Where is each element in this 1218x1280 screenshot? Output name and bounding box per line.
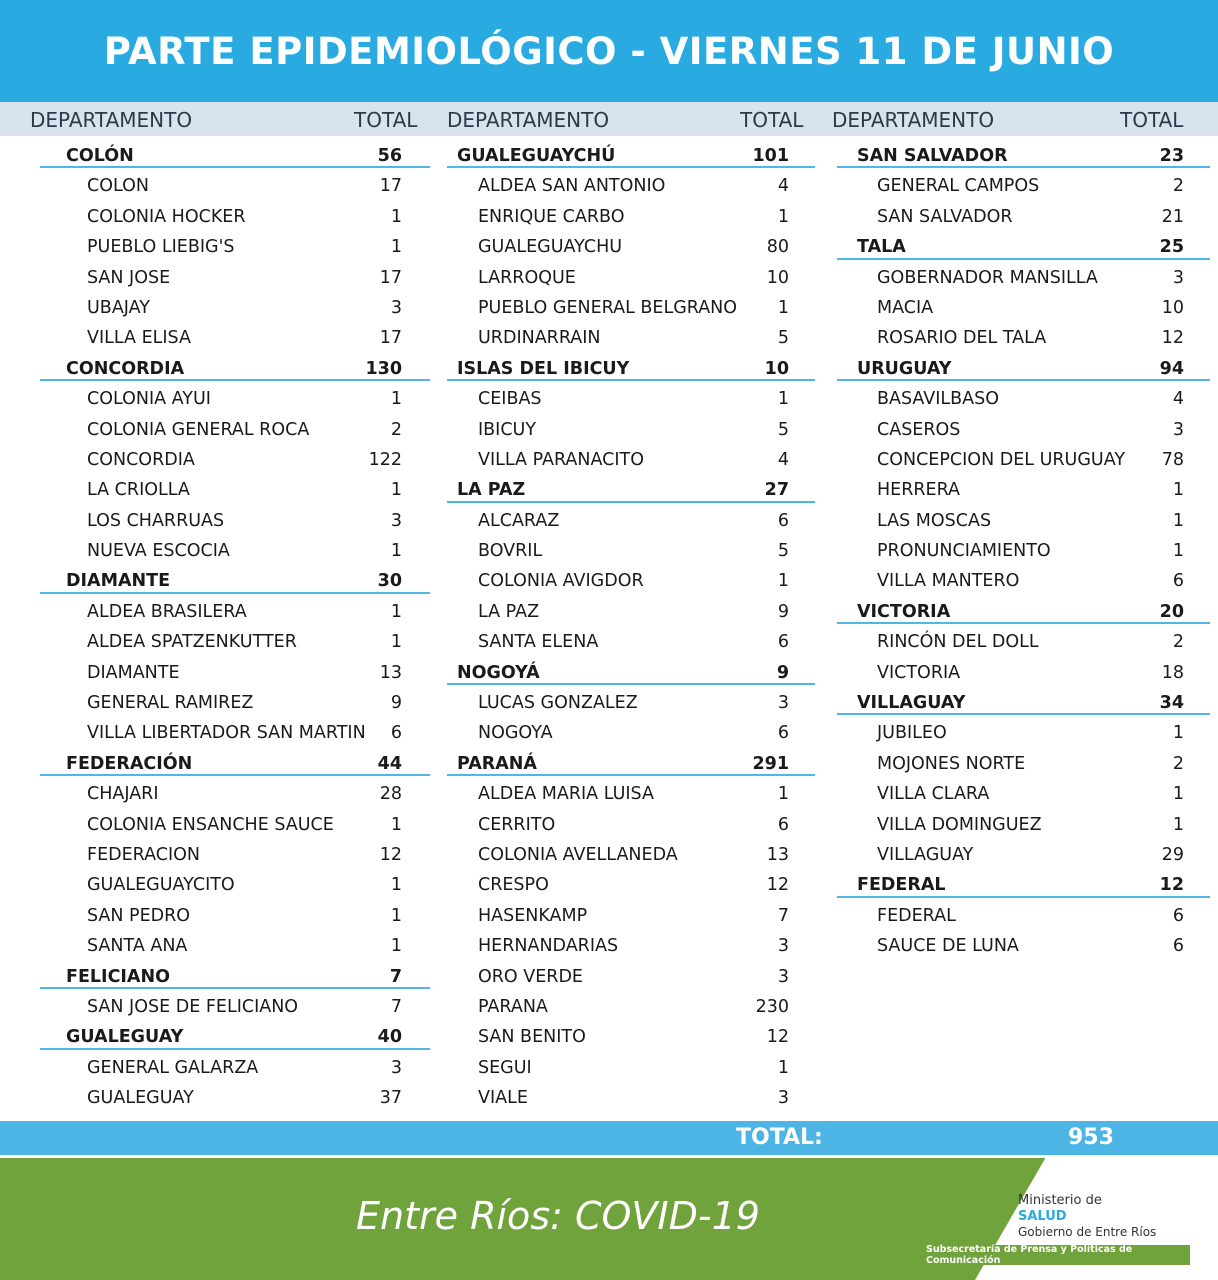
locality-row [835,839,1218,869]
col2-total-label: TOTAL [740,108,804,132]
locality-row [835,444,1218,474]
locality-row [445,626,817,656]
locality-name: ALDEA SAN ANTONIO [478,176,666,197]
department-name: COLÓN [66,146,134,166]
locality-total: 12 [379,844,402,865]
department-row [835,140,1218,170]
locality-name: GUALEGUAYCHU [478,237,623,258]
locality-total: 4 [777,176,789,197]
department-total: 30 [377,571,402,592]
locality-row [0,474,450,504]
column-header-bar [0,102,1218,136]
column-3 [835,140,1218,961]
department-name: DIAMANTE [66,571,171,592]
locality-total: 2 [390,419,402,440]
locality-row [445,444,817,474]
department-total: 56 [377,146,402,166]
locality-name: ALDEA SPATZENKUTTER [87,632,297,653]
locality-total: 1 [390,814,402,835]
locality-row [835,900,1218,930]
department-name: FEDERACIÓN [66,753,193,774]
locality-row [835,930,1218,960]
locality-row [0,322,450,352]
locality-total: 4 [777,449,789,470]
column-1 [0,140,450,1113]
locality-total: 3 [390,1057,402,1078]
locality-name: RINCÓN DEL DOLL [877,632,1039,653]
locality-row [0,505,450,535]
locality-row [0,231,450,261]
locality-name: HASENKAMP [478,905,588,926]
department-row [0,565,450,595]
locality-row [835,717,1218,747]
locality-name: COLON [87,176,149,197]
department-total: 9 [776,662,789,683]
locality-name: JUBILEO [877,723,947,744]
department-total: 27 [764,480,789,501]
department-name: GUALEGUAYCHÚ [457,146,616,166]
locality-total: 1 [390,541,402,562]
locality-row [835,201,1218,231]
locality-total: 1 [777,206,789,227]
locality-name: SANTA ANA [87,936,188,957]
locality-row [835,565,1218,595]
footer-brand: Entre Ríos: COVID-19 [356,1194,760,1238]
locality-name: FEDERACION [87,844,201,865]
locality-name: VILLAGUAY [877,844,974,865]
locality-name: CERRITO [478,814,556,835]
locality-row [445,201,817,231]
locality-name: VILLA PARANACITO [478,449,644,470]
department-total: 10 [764,358,789,379]
locality-total: 7 [777,905,789,926]
locality-total: 122 [368,449,402,470]
locality-total: 6 [777,814,789,835]
locality-name: VILLA DOMINGUEZ [877,814,1042,835]
locality-name: UBAJAY [87,297,150,318]
locality-name: GOBERNADOR MANSILLA [877,267,1098,288]
locality-name: VILLA ELISA [87,328,191,349]
col3-dept-label: DEPARTAMENTO [832,108,995,132]
locality-total: 17 [379,176,402,197]
locality-total: 1 [1172,541,1184,562]
locality-total: 1 [390,389,402,410]
locality-total: 13 [379,662,402,683]
department-total: 7 [389,966,402,987]
locality-row [835,474,1218,504]
locality-total: 5 [777,419,789,440]
locality-total: 37 [379,1088,402,1109]
locality-total: 1 [1172,510,1184,531]
locality-row [0,687,450,717]
department-name: VICTORIA [857,601,951,622]
col1-dept-label: DEPARTAMENTO [30,108,193,132]
department-name: URUGUAY [857,358,952,379]
locality-row [445,383,817,413]
locality-total: 6 [777,723,789,744]
locality-name: BOVRIL [478,541,543,562]
department-row [445,657,817,687]
locality-total: 17 [379,328,402,349]
locality-total: 12 [766,875,789,896]
locality-row [0,991,450,1021]
locality-row [445,170,817,200]
locality-total: 2 [1172,753,1184,774]
department-row [445,140,817,170]
locality-total: 1 [777,297,789,318]
locality-name: MACIA [877,297,934,318]
locality-total: 5 [777,328,789,349]
locality-row [445,809,817,839]
locality-name: CRESPO [478,875,549,896]
locality-total: 3 [390,297,402,318]
locality-name: NUEVA ESCOCIA [87,541,230,562]
locality-row [0,383,450,413]
locality-name: CHAJARI [87,784,159,805]
locality-row [0,626,450,656]
locality-name: NOGOYA [478,723,553,744]
locality-row [445,535,817,565]
department-total: 94 [1159,358,1184,379]
locality-name: SAN SALVADOR [877,206,1013,227]
locality-name: IBICUY [478,419,537,440]
locality-row [835,748,1218,778]
department-name: ISLAS DEL IBICUY [457,358,630,379]
locality-row [835,262,1218,292]
locality-row [0,778,450,808]
locality-name: SAN BENITO [478,1027,586,1048]
locality-name: HERNANDARIAS [478,936,619,957]
page-title: PARTE EPIDEMIOLÓGICO - VIERNES 11 DE JUNIO [103,29,1115,73]
locality-row [445,505,817,535]
locality-name: CEIBAS [478,389,542,410]
department-row [835,596,1218,626]
locality-total: 6 [1172,905,1184,926]
locality-row [835,505,1218,535]
locality-total: 6 [390,723,402,744]
locality-name: CONCEPCION DEL URUGUAY [877,449,1126,470]
locality-row [445,565,817,595]
column-2 [445,140,817,1113]
locality-name: COLONIA AVIGDOR [478,571,644,592]
department-row [0,353,450,383]
locality-name: LOS CHARRUAS [87,510,225,531]
locality-row [835,535,1218,565]
department-name: SAN SALVADOR [857,146,1008,166]
locality-name: GENERAL CAMPOS [877,176,1040,197]
grand-total-label: TOTAL: [736,1125,823,1150]
locality-total: 10 [1161,297,1184,318]
locality-name: VILLA LIBERTADOR SAN MARTIN [87,723,366,744]
locality-row [0,201,450,231]
locality-row [835,292,1218,322]
locality-name: VILLA CLARA [877,784,990,805]
locality-total: 6 [777,632,789,653]
locality-name: PARANA [478,996,548,1017]
grand-total-value: 953 [1068,1125,1114,1150]
locality-row [835,414,1218,444]
ministry-logo [920,1165,1218,1280]
locality-row [445,322,817,352]
department-row [0,1021,450,1051]
locality-row [445,1021,817,1051]
locality-name: COLONIA GENERAL ROCA [87,419,310,440]
title-banner [0,0,1218,102]
locality-row [445,596,817,626]
locality-row [0,444,450,474]
locality-total: 21 [1161,206,1184,227]
locality-name: ENRIQUE CARBO [478,206,625,227]
locality-total: 6 [1172,936,1184,957]
department-row [445,353,817,383]
department-name: LA PAZ [457,480,526,501]
locality-name: COLONIA HOCKER [87,206,246,227]
locality-total: 2 [1172,632,1184,653]
locality-row [445,231,817,261]
locality-row [0,657,450,687]
department-row [445,748,817,778]
locality-name: GENERAL RAMIREZ [87,693,254,714]
locality-total: 4 [1172,389,1184,410]
locality-total: 1 [1172,814,1184,835]
locality-row [0,292,450,322]
col1-total-label: TOTAL [354,108,418,132]
department-row [835,231,1218,261]
locality-name: LUCAS GONZALEZ [478,693,638,714]
locality-row [445,1052,817,1082]
locality-name: GENERAL GALARZA [87,1057,259,1078]
department-name: VILLAGUAY [857,693,966,714]
department-name: NOGOYÁ [457,662,540,683]
locality-total: 3 [1172,267,1184,288]
locality-row [835,383,1218,413]
locality-name: HERRERA [877,480,961,501]
locality-total: 1 [390,237,402,258]
locality-name: LARROQUE [478,267,576,288]
locality-name: MOJONES NORTE [877,753,1026,774]
locality-total: 18 [1161,662,1184,683]
department-total: 23 [1159,146,1184,166]
locality-total: 3 [777,966,789,987]
locality-total: 1 [390,206,402,227]
department-row [0,140,450,170]
locality-total: 13 [766,844,789,865]
department-name: TALA [857,237,906,258]
locality-row [0,809,450,839]
locality-row [445,1082,817,1112]
locality-name: ALCARAZ [478,510,560,531]
locality-row [0,414,450,444]
locality-total: 9 [777,601,789,622]
locality-row [445,869,817,899]
locality-name: GUALEGUAYCITO [87,875,235,896]
locality-name: CASEROS [877,419,961,440]
locality-name: SAUCE DE LUNA [877,936,1019,957]
department-name: PARANÁ [457,753,537,774]
locality-total: 1 [777,389,789,410]
department-total: 20 [1159,601,1184,622]
locality-row [835,170,1218,200]
locality-name: SANTA ELENA [478,632,599,653]
locality-row [445,961,817,991]
locality-row [445,900,817,930]
er-logo-icon: er [922,1171,987,1244]
locality-total: 1 [1172,723,1184,744]
locality-row [835,657,1218,687]
locality-name: ORO VERDE [478,966,583,987]
department-total: 44 [377,753,402,774]
department-total: 12 [1159,875,1184,896]
locality-row [0,535,450,565]
locality-row [835,626,1218,656]
locality-row [445,717,817,747]
locality-name: ALDEA MARIA LUISA [478,784,654,805]
locality-row [445,292,817,322]
col3-total-label: TOTAL [1120,108,1184,132]
locality-name: SAN JOSE [87,267,171,288]
locality-total: 12 [766,1027,789,1048]
department-row [0,961,450,991]
locality-total: 1 [777,571,789,592]
department-name: CONCORDIA [66,358,185,379]
locality-total: 78 [1161,449,1184,470]
locality-name: URDINARRAIN [478,328,601,349]
locality-total: 3 [1172,419,1184,440]
department-total: 130 [365,358,402,379]
ministry-line-3: Gobierno de Entre Ríos [1018,1225,1157,1239]
locality-name: GUALEGUAY [87,1088,194,1109]
locality-total: 3 [777,936,789,957]
locality-total: 1 [777,784,789,805]
locality-name: VILLA MANTERO [877,571,1020,592]
locality-total: 1 [390,480,402,501]
locality-row [445,991,817,1021]
grand-total-bar [0,1121,1218,1155]
department-name: FEDERAL [857,875,946,896]
locality-name: PUEBLO GENERAL BELGRANO [478,297,738,318]
department-row [0,748,450,778]
locality-name: LA CRIOLLA [87,480,190,501]
department-row [835,869,1218,899]
locality-row [0,717,450,747]
locality-total: 1 [390,905,402,926]
locality-total: 1 [390,936,402,957]
locality-row [0,170,450,200]
department-row [445,474,817,504]
locality-total: 1 [1172,480,1184,501]
department-total: 101 [752,146,789,166]
locality-name: LAS MOSCAS [877,510,992,531]
locality-total: 1 [390,632,402,653]
department-total: 25 [1159,237,1184,258]
locality-total: 80 [766,237,789,258]
locality-total: 5 [777,541,789,562]
locality-total: 12 [1161,328,1184,349]
locality-name: PUEBLO LIEBIG'S [87,237,235,258]
locality-total: 230 [755,996,789,1017]
locality-total: 28 [379,784,402,805]
department-name: GUALEGUAY [66,1027,184,1048]
locality-total: 1 [390,875,402,896]
locality-total: 3 [777,1088,789,1109]
locality-row [0,1082,450,1112]
department-total: 34 [1159,693,1184,714]
locality-total: 1 [777,1057,789,1078]
locality-name: COLONIA ENSANCHE SAUCE [87,814,334,835]
locality-total: 9 [390,693,402,714]
locality-name: COLONIA AVELLANEDA [478,844,678,865]
locality-total: 1 [1172,784,1184,805]
locality-total: 6 [777,510,789,531]
locality-row [445,839,817,869]
locality-name: BASAVILBASO [877,389,1000,410]
locality-name: FEDERAL [877,905,956,926]
locality-name: DIAMANTE [87,662,180,683]
department-total: 40 [377,1027,402,1048]
department-name: FELICIANO [66,966,170,987]
locality-total: 7 [390,996,402,1017]
locality-name: LA PAZ [478,601,540,622]
locality-name: PRONUNCIAMIENTO [877,541,1051,562]
locality-name: ROSARIO DEL TALA [877,328,1047,349]
locality-name: SAN JOSE DE FELICIANO [87,996,299,1017]
ministry-line-1: Ministerio de [1018,1193,1102,1208]
locality-row [445,262,817,292]
locality-name: SEGUI [478,1057,532,1078]
locality-total: 1 [390,601,402,622]
locality-row [445,414,817,444]
col2-dept-label: DEPARTAMENTO [447,108,610,132]
locality-total: 3 [390,510,402,531]
locality-row [835,322,1218,352]
locality-row [0,596,450,626]
locality-total: 2 [1172,176,1184,197]
locality-row [445,778,817,808]
locality-total: 17 [379,267,402,288]
locality-row [835,809,1218,839]
locality-row [0,1052,450,1082]
locality-total: 3 [777,693,789,714]
locality-row [445,687,817,717]
locality-total: 29 [1161,844,1184,865]
locality-name: ALDEA BRASILERA [87,601,247,622]
department-row [835,353,1218,383]
locality-row [0,869,450,899]
locality-row [0,839,450,869]
locality-row [0,930,450,960]
locality-name: VICTORIA [877,662,961,683]
locality-row [0,900,450,930]
locality-name: SAN PEDRO [87,905,191,926]
locality-row [445,930,817,960]
locality-name: VIALE [478,1088,528,1109]
locality-total: 10 [766,267,789,288]
locality-name: CONCORDIA [87,449,195,470]
department-total: 291 [752,753,789,774]
ministry-line-2: SALUD [1018,1209,1067,1224]
locality-total: 6 [1172,571,1184,592]
locality-row [835,778,1218,808]
department-row [835,687,1218,717]
press-strip: Subsecretaría de Prensa y Políticas de Comunicación [926,1245,1190,1265]
locality-name: COLONIA AYUI [87,389,211,410]
locality-row [0,262,450,292]
